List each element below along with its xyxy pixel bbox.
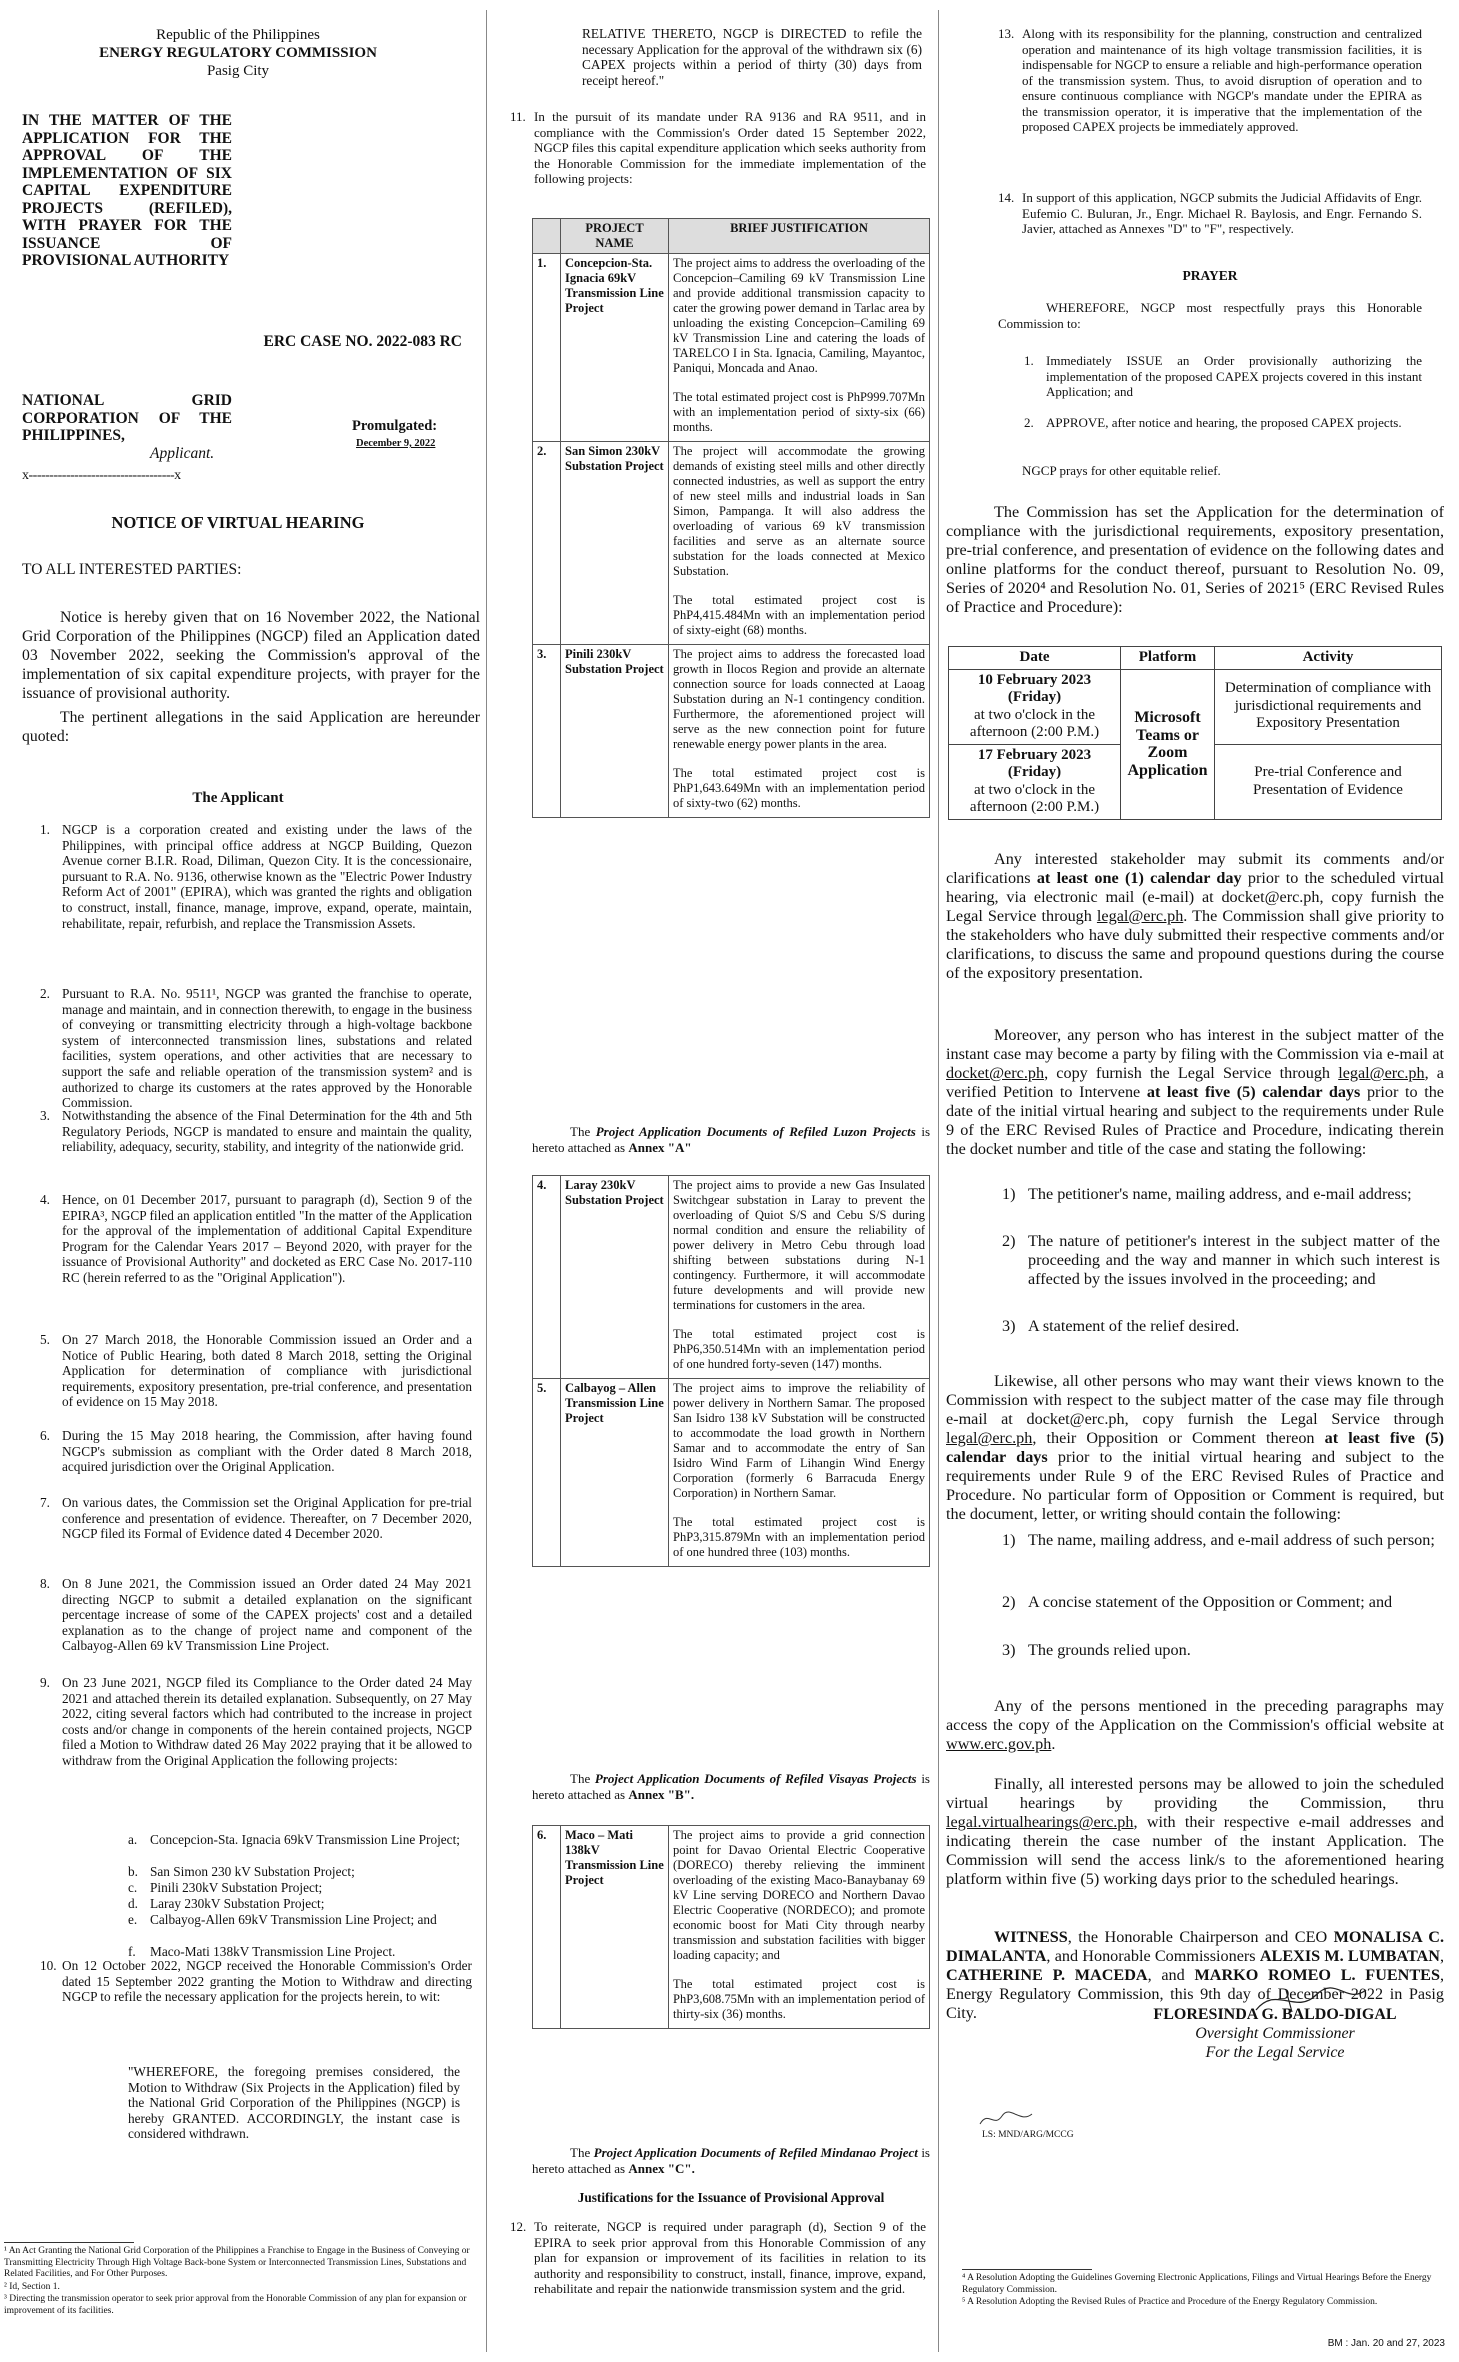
- table-row: [533, 645, 930, 818]
- footnote: ⁴ A Resolution Adopting the Guidelines Governing Electronic Applications, Filings and Virtual Hearings Before the Energy Regulatory Commission.: [962, 2273, 1432, 2295]
- para-number: 7.: [40, 1495, 50, 1510]
- hearing-time: at two o'clock in the afternoon (2:00 P.M.): [969, 781, 1100, 815]
- annex-pre: The: [570, 1124, 596, 1139]
- footnote: ² Id, Section 1.: [4, 2281, 60, 2292]
- signatory-title: Oversight Commissioner: [1195, 2025, 1355, 2042]
- justification-text: The project aims to address the forecasted load growth in Ilocos Region and provide an alternate connection source for loads connected at Laoag Substation during an N-1 contingency condition. Furthermore, the aforementioned project will serve as the new connection point for future renewable energy power plants in the area.: [673, 647, 925, 751]
- table-row: [533, 442, 930, 645]
- text-run: , and Honorable Commissioners: [1046, 1947, 1260, 1965]
- applicant-name: NATIONAL GRID CORPORATION OF THE PHILIPPINES,: [22, 392, 232, 444]
- allegation-paragraph: On 27 March 2018, the Honorable Commission issued an Order and a Notice of Public Hearing, both dated 8 March 2018, setting the Original Application for determination of compliance with jurisdictional requirements, expository presentation, pre-trial conference, and presentation of evidence on 15 May 2018.: [62, 1332, 472, 1410]
- emphasis: at least one (1) calendar day: [1036, 869, 1242, 887]
- schedule-row: [949, 669, 1442, 744]
- city-line: Pasig City: [206, 63, 270, 79]
- project-number: 4.: [533, 1176, 561, 1379]
- para-number: 4.: [40, 1192, 50, 1207]
- annex-document: Project Application Documents of Refiled Mindanao Project: [593, 2145, 918, 2160]
- para-12: To reiterate, NGCP is required under paragraph (d), Section 9 of the EPIRA to seek prior approval from this Honorable Commission of any plan for expansion or improvement of its facilities in relation to its authority and responsibility to construct, install, finance, improve, expand, rehabilitate and repair the nationwide transmission system and the grid.: [534, 2219, 926, 2296]
- prayer-item: Immediately ISSUE an Order provisionally authorizing the implementation of the proposed CAPEX projects covered in this instant Application; and: [1046, 353, 1422, 399]
- para-14: In support of this application, NGCP submits the Judicial Affidavits of Engr. Eufemio C. Buluran, Jr., Engr. Michael R. Baylosis, and Engr. Fernando S. Javier, attached as Annexes "D" to "F", respectively.: [1022, 190, 1422, 236]
- table-row: [533, 254, 930, 442]
- prayer-other: NGCP prays for other equitable relief.: [1022, 463, 1221, 478]
- table-row: [533, 1379, 930, 1567]
- annex-b-note: [532, 1771, 930, 1802]
- list-item: The grounds relied upon.: [1028, 1641, 1191, 1659]
- intervene-paragraph: [946, 1026, 1444, 1159]
- list-item: A concise statement of the Opposition or Comment; and: [1028, 1593, 1393, 1611]
- projects-table: [532, 1825, 930, 2029]
- table-row: [533, 1176, 930, 1379]
- annex-pre: The: [570, 2145, 594, 2160]
- withdrawn-project: Calbayog-Allen 69kV Transmission Line Project; and: [150, 1912, 437, 1927]
- text-run: Finally, all interested persons may be allowed to join the scheduled virtual hearings by providing the Commission, thru: [946, 1775, 1444, 1812]
- text-run: prior to the date of the initial virtual hearing and subject to the requirements under Rule 9 of the ERC Revised Rules of Practice and Procedure, indicating therein the docket number and title of the case and stating the following:: [946, 1083, 1444, 1158]
- text-run: , copy furnish the Legal Service through: [1044, 1064, 1339, 1082]
- emphasis: at least five (5) calendar days: [946, 1429, 1444, 1466]
- promulgated-label: Promulgated:: [352, 418, 438, 434]
- withdrawn-project-letter: f.: [128, 1944, 136, 1959]
- email-link: legal@erc.ph: [946, 1429, 1033, 1447]
- annex-label: Annex "C".: [628, 2160, 695, 2176]
- withdrawn-project: Pinili 230kV Substation Project;: [150, 1880, 323, 1895]
- project-name: San Simon 230kV Substation Project: [561, 442, 669, 645]
- text-run: Any interested stakeholder may submit its comments and/or clarifications: [946, 850, 1444, 887]
- schedule-header: Platform: [1121, 647, 1215, 670]
- table-row: [533, 1826, 930, 2029]
- list-item: A statement of the relief desired.: [1028, 1317, 1240, 1335]
- annex-post: is hereto attached as: [532, 1124, 931, 1155]
- hearing-time: at two o'clock in the afternoon (2:00 P.M.): [969, 706, 1100, 740]
- annex-document: Project Application Documents of Refiled Luzon Projects: [595, 1124, 916, 1139]
- annex-pre: The: [570, 1771, 595, 1786]
- applicant-heading: The Applicant: [192, 790, 284, 806]
- project-name: Concepcion-Sta. Ignacia 69kV Transmission Line Project: [561, 254, 669, 442]
- list-item: The petitioner's name, mailing address, and e-mail address;: [1028, 1185, 1412, 1203]
- luzon-projects-table: [532, 218, 930, 818]
- allegation-paragraph: On various dates, the Commission set the Original Application for pre-trial conference and presentation of evidence. Thereafter, on 7 December 2020, NGCP filed its Formal of Evidence dated 4 December 2020.: [62, 1495, 472, 1542]
- list-number: 2): [1002, 1232, 1016, 1250]
- email-link: www.erc.gov.ph: [946, 1735, 1052, 1753]
- withdrawn-project: San Simon 230 kV Substation Project;: [150, 1864, 355, 1879]
- text-run: Any of the persons mentioned in the preceding paragraphs may access the copy of the Application on the Commission's official website at: [946, 1697, 1444, 1734]
- withdrawn-project-letter: c.: [128, 1880, 138, 1895]
- justifications-heading: Justifications for the Issuance of Provisional Approval: [577, 2190, 885, 2205]
- column-3: [946, 0, 1444, 2362]
- project-cost: The total estimated project cost is PhP3,315.879Mn with an implementation period of one hundred three (103) months.: [673, 1515, 925, 1559]
- prayer-heading: PRAYER: [1182, 268, 1238, 283]
- text-run: , their Opposition or Comment thereon: [1032, 1429, 1325, 1447]
- staff-initials: LS: MND/ARG/MCCG: [982, 2130, 1074, 2140]
- allegation-paragraph: Pursuant to R.A. No. 9511¹, NGCP was granted the franchise to operate, manage and maintain, and in connection therewith, to engage in the business of conveying or transmitting electricity through a high-voltage backbone system of interconnected transmission lines, substations and related facilities, system operations, and other activities that are necessary to support the safe and reliable operation of the transmission system² and is authorized to charge its customers at the rates approved by the Honorable Commission.: [62, 986, 472, 1111]
- allegation-paragraph: On 8 June 2021, the Commission issued an Order dated 24 May 2021 directing NGCP to submit a detailed explanation on the significant percentage increase of some of the CAPEX projects' cost and a detailed explanation as to the change of project name and component of the Calbayog-Allen 69 kV Transmission Line Project.: [62, 1576, 472, 1654]
- project-justification: [669, 1379, 930, 1567]
- intro-paragraph: Notice is hereby given that on 16 November 2022, the National Grid Corporation of the Philippines (NGCP) filed an Application dated 03 November 2022, seeking the Commission's approval of the implementation of six capital expenditure projects, with prayer for the issuance of provisional authority.: [22, 609, 480, 702]
- document-header: [0, 26, 476, 80]
- text-run: , Energy Regulatory Commission, this 9th day of December 2022 in Pasig City.: [946, 1966, 1445, 2022]
- list-item: The nature of petitioner's interest in the subject matter of the proceeding and the way and manner in which such interest is affected by the issues involved in the proceeding; and: [1028, 1232, 1440, 1288]
- email-link: docket@erc.ph: [946, 1064, 1045, 1082]
- column-divider: [486, 10, 487, 2352]
- case-caption: IN THE MATTER OF THE APPLICATION FOR THE APPROVAL OF THE IMPLEMENTATION OF SIX CAPITAL EXPENDITURE PROJECTS (REFILED), WITH PRAYER FOR THE ISSUANCE OF PROVISIONAL AUTHORITY: [22, 112, 232, 269]
- table-header-justification: BRIEF JUSTIFICATION: [669, 219, 930, 254]
- emphasis: CATHERINE P. MACEDA: [946, 1966, 1148, 1984]
- project-number: 1.: [533, 254, 561, 442]
- list-number: 2): [1002, 1593, 1016, 1611]
- schedule-date-cell: [949, 744, 1121, 819]
- para-number: 12.: [510, 2219, 527, 2234]
- para-11: In the pursuit of its mandate under RA 9136 and RA 9511, and in compliance with the Commission's Order dated 15 September 2022, NGCP files this capital expenditure application which seeks authority from the Honorable Commission for the immediate implementation of the following projects:: [534, 109, 926, 186]
- emphasis: MARKO ROMEO L. FUENTES: [1194, 1966, 1440, 1984]
- initials-mark: [976, 2108, 1036, 2130]
- email-link: legal@erc.ph: [1338, 1064, 1425, 1082]
- annex-post: is hereto attached as: [532, 1771, 930, 1802]
- annex-label: Annex "A": [628, 1139, 692, 1155]
- emphasis: WITNESS: [994, 1928, 1068, 1946]
- list-number: 3): [1002, 1317, 1016, 1335]
- allegation-paragraph: NGCP is a corporation created and existing under the laws of the Philippines, with principal office address at NGCP Building, Quezon Avenue corner B.I.R. Road, Diliman, Quezon City. It is the concessionaire, pursuant to R.A. No. 9136, otherwise known as the "Electric Power Industry Reform Act of 2001" (EPIRA), which was granted the rights and obligation to construct, install, finance, manage, improve, expand, operate, maintain, rehabilitate, repair, refurbish, and replace the Transmission Assets.: [62, 822, 472, 931]
- text-run: , a verified Petition to Intervene: [946, 1064, 1444, 1101]
- project-cost: The total estimated project cost is PhP999.707Mn with an implementation period of sixty-six (66) months.: [673, 390, 925, 434]
- email-link: legal@erc.ph: [1096, 907, 1184, 925]
- hearing-date: 10 February 2023: [977, 671, 1092, 688]
- signatory-name: FLORESINDA G. BALDO-DIGAL: [1153, 2006, 1397, 2023]
- project-cost: The total estimated project cost is PhP3,608.75Mn with an implementation period of thirty-six (36) months.: [673, 1977, 925, 2021]
- withdrawn-project: Concepcion-Sta. Ignacia 69kV Transmission Line Project;: [150, 1832, 460, 1847]
- project-justification: [669, 1176, 930, 1379]
- case-number: ERC CASE NO. 2022-083 RC: [263, 333, 462, 350]
- project-cost: The total estimated project cost is PhP4,415.484Mn with an implementation period of sixty-eight (68) months.: [673, 593, 925, 637]
- schedule-table: [948, 646, 1442, 820]
- annex-label: Annex "B".: [628, 1786, 695, 1802]
- hearing-activity: Pre-trial Conference and Presentation of Evidence: [1215, 744, 1442, 819]
- prayer-item: APPROVE, after notice and hearing, the proposed CAPEX projects.: [1046, 415, 1402, 430]
- mindanao-projects-table: [532, 1825, 930, 2029]
- footnotes: [4, 2246, 476, 2318]
- project-number: 5.: [533, 1379, 561, 1567]
- emphasis: at least five (5) calendar days: [1146, 1083, 1361, 1101]
- text-run: , and: [1147, 1966, 1195, 1984]
- annex-c-note: [532, 2145, 930, 2176]
- para-number: 14.: [998, 190, 1015, 205]
- promulgated-date: December 9, 2022: [356, 438, 436, 449]
- project-number: 6.: [533, 1826, 561, 2029]
- justification-text: The project aims to provide a grid connection point for Davao Oriental Electric Cooperative (DORECO) thereby relieving the imminent overloading of the existing Maco-Banaybanay 69 kV Line serving DORECO and Northern Davao Electric Cooperative (NORDECO); and promote economic boost for Mati City through nearby transmission and substation facilities with bigger loading capacity; and: [673, 1828, 925, 1962]
- table-header-number: [533, 219, 561, 254]
- stakeholder-paragraph: [946, 850, 1444, 983]
- project-justification: [669, 1826, 930, 2029]
- schedule-date-cell: [949, 669, 1121, 744]
- annex-document: Project Application Documents of Refiled Visayas Projects: [594, 1771, 917, 1786]
- withdrawn-project-letter: b.: [128, 1864, 138, 1879]
- visayas-projects-table: [532, 1175, 930, 1567]
- column-2: [496, 0, 932, 2362]
- schedule-header: Activity: [1215, 647, 1442, 670]
- publication-note: BM : Jan. 20 and 27, 2023: [1327, 2338, 1445, 2349]
- opposition-paragraph: [946, 1372, 1444, 1524]
- text-run: , with their respective e-mail addresses and indicating therein the case number of the instant Application. The Commission will send the access link/s to the aforementioned hearing platform within five (5) working days prior to the scheduled hearings.: [946, 1813, 1444, 1888]
- table-header-row: [533, 219, 930, 254]
- footnote-rule: [4, 2242, 134, 2243]
- project-number: 2.: [533, 442, 561, 645]
- prayer-number: 1.: [1024, 353, 1034, 368]
- column-divider: [938, 10, 939, 2352]
- list-number: 1): [1002, 1531, 1016, 1549]
- allegation-paragraph: During the 15 May 2018 hearing, the Commission, after having found NGCP's submission as compliant with the Order dated 8 March 2018, acquired jurisdiction over the Original Application.: [62, 1428, 472, 1475]
- quote-continued: RELATIVE THERETO, NGCP is DIRECTED to refile the necessary Application for the approval of the withdrawn six (6) CAPEX projects within a period of thirty (30) days from receipt hereof.": [582, 26, 922, 88]
- para-number: 5.: [40, 1332, 50, 1347]
- hearing-date: 17 February 2023: [977, 746, 1092, 763]
- project-number: 3.: [533, 645, 561, 818]
- para-number: 6.: [40, 1428, 50, 1443]
- hearing-day: (Friday): [1007, 764, 1062, 780]
- setting-paragraph: The Commission has set the Application for the determination of compliance with the jurisdictional requirements, expository presentation, pre-trial conference, and presentation of evidence on the following dates and online platforms for the conduct thereof, pursuant to Resolution No. 09, Series of 2020⁴ and Resolution No. 01, Series of 2021⁵ (ERC Revised Rules of Practice and Procedure):: [946, 503, 1444, 616]
- annex-post: is hereto attached as: [532, 2145, 930, 2176]
- prayer-number: 2.: [1024, 415, 1034, 430]
- project-name: Calbayog – Allen Transmission Line Project: [561, 1379, 669, 1567]
- text-run: . The Commission shall give priority to the stakeholders who have duly submitted their respective comments and/or clarifications, to discuss the same and propound questions during the course of the expository presentation.: [946, 907, 1444, 982]
- notice-title: NOTICE OF VIRTUAL HEARING: [111, 513, 365, 532]
- text-run: ,: [1439, 1947, 1444, 1965]
- hearing-platform: Microsoft Teams or Zoom Application: [1121, 669, 1215, 819]
- text-run: , the Honorable Chairperson and CEO: [1067, 1928, 1334, 1946]
- quoted-order: "WHEREFORE, the foregoing premises considered, the Motion to Withdraw (Six Projects in the Application) filed by the National Grid Corporation of the Philippines (NGCP) is hereby GRANTED. ACCORDINGLY, the instant case is considered withdrawn.: [128, 2064, 460, 2142]
- project-justification: [669, 442, 930, 645]
- hearing-schedule-table: [948, 646, 1442, 820]
- justification-text: The project aims to improve the reliability of power delivery in Northern Samar. The proposed San Isidro 138 kV Substation will be constructed to accommodate the load growth in Northern Samar and to accommodate the entry of San Isidro Wind Farm of Lihangin Wind Energy Corporation (formerly 6 Barracuda Energy Corporation) in Northern Samar.: [673, 1381, 925, 1500]
- project-name: Maco – Mati 138kV Transmission Line Project: [561, 1826, 669, 2029]
- footnote: ¹ An Act Granting the National Grid Corporation of the Philippines a Franchise to Engage in the Business of Conveying or Transmitting Electricity Through High Voltage Back-bone System or Interconnected Transmission Lines, Substations and Related Facilities, and For Other Purposes.: [4, 2246, 470, 2279]
- intro-paragraph-2: The pertinent allegations in the said Application are hereunder quoted:: [22, 709, 480, 745]
- list-number: 3): [1002, 1641, 1016, 1659]
- column-1: [0, 0, 480, 2362]
- allegation-paragraph: On 12 October 2022, NGCP received the Honorable Commission's Order dated 15 September 2022 granting the Motion to Withdraw and directing NGCP to refile the necessary application for the projects herein, to wit:: [62, 1958, 472, 2005]
- project-name: Pinili 230kV Substation Project: [561, 645, 669, 818]
- hearing-day: (Friday): [1007, 689, 1062, 705]
- caption-separator: x-----------------------------------x: [22, 468, 181, 483]
- access-paragraph: [946, 1697, 1444, 1754]
- schedule-header-row: [949, 647, 1442, 670]
- para-number: 3.: [40, 1108, 50, 1123]
- text-run: Likewise, all other persons who may want their views known to the Commission with respect to the subject matter of the case may file through e-mail at docket@erc.ph, copy furnish the Legal Service through: [946, 1372, 1444, 1428]
- commission-name: ENERGY REGULATORY COMMISSION: [99, 45, 377, 61]
- signatory-office: For the Legal Service: [1205, 2044, 1345, 2061]
- hearing-activity: Determination of compliance with jurisdictional requirements and Expository Presentation: [1215, 669, 1442, 744]
- withdrawn-project-letter: d.: [128, 1896, 138, 1911]
- emphasis: ALEXIS M. LUMBATAN: [1259, 1947, 1440, 1965]
- table-header-name: PROJECT NAME: [561, 219, 669, 254]
- withdrawn-project-letter: a.: [128, 1832, 138, 1847]
- text-run: prior to the scheduled virtual hearing, via electronic mail (e-mail) at docket@erc.ph, copy furnish the Legal Service through: [946, 869, 1444, 925]
- para-number: 10.: [40, 1958, 57, 1973]
- allegation-paragraph: On 23 June 2021, NGCP filed its Compliance to the Order dated 24 May 2021 and attached therein its detailed explanation. Subsequently, on 27 May 2022, citing several factors which had contributed to the increase in project costs and/or change in components of the herein contained projects, NGCP filed a Motion to Withdraw dated 26 May 2022 praying that it be allowed to withdraw from the Original Application the following projects:: [62, 1675, 472, 1768]
- salutation: TO ALL INTERESTED PARTIES:: [22, 561, 242, 578]
- email-link: legal.virtualhearings@erc.ph: [946, 1813, 1134, 1831]
- schedule-header: Date: [949, 647, 1121, 670]
- project-justification: [669, 645, 930, 818]
- allegation-paragraph: Notwithstanding the absence of the Final Determination for the 4th and 5th Regulatory Periods, NGCP is mandated to ensure and maintain the quality, reliability, adequacy, security, stability, and integrity of the nationwide grid.: [62, 1108, 472, 1155]
- justification-text: The project aims to address the overloading of the Concepcion–Camiling 69 kV Transmission Line and provide additional transmission capacity to cater the growing power demand in Tarlac area by unloading the existing Concepcion–Camiling 69 kV Transmission Line and catering the loads of TARELCO I in Sta. Ignacia, Camiling, Mayantoc, Paniqui, Moncada and Anao.: [673, 256, 925, 375]
- para-13: Along with its responsibility for the planning, construction and centralized operation and maintenance of its high voltage transmission facilities, it is indispensable for NGCP to ensure a reliable and high-performance operation of the transmission system. Thus, to avoid disruption of operation and to ensure continuous compliance with NGCP's mandate under the EPIRA as the transmission operator, it is imperative that the implementation of the proposed CAPEX projects be immediately approved.: [1022, 26, 1422, 134]
- para-number: 1.: [40, 822, 50, 837]
- text-run: prior to the initial virtual hearing and subject to the requirements under Rule 9 of the ERC Revised Rules of Practice and Procedure. No particular form of Opposition or Comment is required, but the document, letter, or writing should contain the following:: [946, 1448, 1445, 1523]
- footnote: ³ Directing the transmission operator to seek prior approval from the Honorable Commission of any plan for expansion or improvement of its facilities.: [4, 2294, 467, 2316]
- emphasis: MONALISA C. DIMALANTA: [946, 1928, 1444, 1965]
- project-name: Laray 230kV Substation Project: [561, 1176, 669, 1379]
- list-item: The name, mailing address, and e-mail address of such person;: [1028, 1531, 1435, 1549]
- footnote-rule: [962, 2269, 1092, 2270]
- withdrawn-project: Laray 230kV Substation Project;: [150, 1896, 325, 1911]
- prayer-intro: WHEREFORE, NGCP most respectfully prays this Honorable Commission to:: [998, 300, 1422, 331]
- footnote: ⁵ A Resolution Adopting the Revised Rules of Practice and Procedure of the Energy Regulatory Commission.: [962, 2297, 1378, 2307]
- footnotes: [962, 2273, 1432, 2310]
- project-cost: The total estimated project cost is PhP1,643.649Mn with an implementation period of sixty-two (62) months.: [673, 766, 925, 810]
- para-number: 8.: [40, 1576, 50, 1591]
- para-number: 11.: [510, 109, 526, 124]
- list-number: 1): [1002, 1185, 1016, 1203]
- republic-line: Republic of the Philippines: [156, 27, 320, 43]
- project-justification: [669, 254, 930, 442]
- projects-table: [532, 1175, 930, 1567]
- finally-paragraph: [946, 1775, 1444, 1889]
- projects-table: [532, 218, 930, 818]
- text-run: .: [1051, 1735, 1056, 1753]
- annex-a-note: [532, 1124, 930, 1155]
- withdrawn-project: Maco-Mati 138kV Transmission Line Project.: [150, 1944, 396, 1959]
- project-cost: The total estimated project cost is PhP6,350.514Mn with an implementation period of one hundred forty-seven (147) months.: [673, 1327, 925, 1371]
- para-number: 13.: [998, 26, 1015, 41]
- para-number: 9.: [40, 1675, 50, 1690]
- justification-text: The project aims to provide a new Gas Insulated Switchgear substation in Laray to prevent the overloading of Quiot S/S and Cebu S/S during normal condition and ensure the reliability of power delivery in Metro Cebu through load shifting between substations during N-1 contingency. Furthermore, it will accommodate future developments and will provide new terminations for customers in the area.: [673, 1178, 925, 1312]
- text-run: Moreover, any person who has interest in the subject matter of the instant case may become a party by filing with the Commission via e-mail at: [946, 1026, 1444, 1063]
- withdrawn-project-letter: e.: [128, 1912, 138, 1927]
- applicant-role: Applicant.: [150, 445, 215, 462]
- justification-text: The project will accommodate the growing demands of existing steel mills and other directly connected industries, as well as support the entry of new steel mills and industrial loads in San Simon, Pampanga. It will also address the overloading of various 69 kV transmission facilities and serve as an alternate source substation for the loads connected at Mexico Substation.: [673, 444, 925, 578]
- para-number: 2.: [40, 986, 50, 1001]
- allegation-paragraph: Hence, on 01 December 2017, pursuant to paragraph (d), Section 9 of the EPIRA³, NGCP filed an application entitled "In the matter of the Application for the approval of the implementation of additional Capital Expenditure Program for the Calendar Years 2017 – Beyond 2020, with prayer for the issuance of Provisional Authority" and docketed as ERC Case No. 2017-110 RC (herein referred to as the "Original Application").: [62, 1192, 472, 1285]
